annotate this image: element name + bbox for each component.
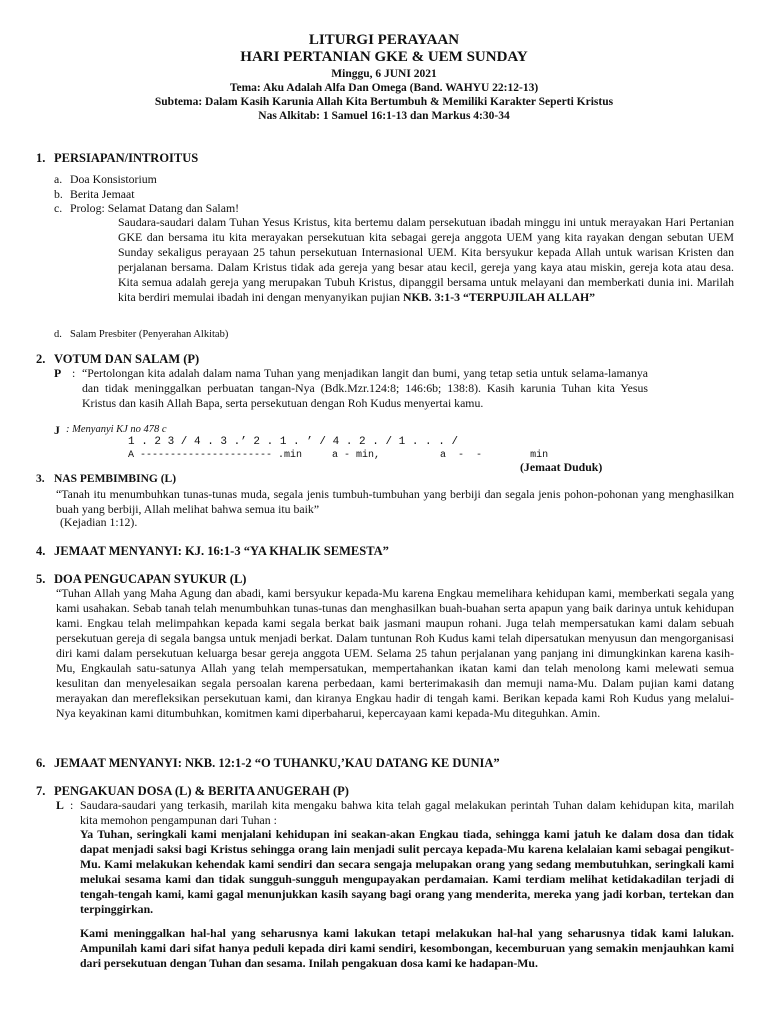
section-number: 6.: [36, 756, 46, 770]
song-notation: 1 . 2 3 / 4 . 3 .’ 2 . 1 . ’ / 4 . 2 . / 1 . . . /: [128, 436, 459, 448]
pengakuan-intro: Saudara-saudari yang terkasih, marilah kita mengaku bahwa kita telah gagal melakukan perintah Tuhan dalam kehidupan kita, marilah kita memohon pengampunan dari Tuhan :: [80, 798, 734, 827]
nas-pembimbing-text: “Tanah itu menumbuhkan tunas-tunas muda, segala jenis tumbuh-tumbuhan yang berbiji dan segala jenis pohon-pohonan yang menghasilkan buah yang berbiji, Allah melihat bahwa semua itu baik”: [56, 487, 734, 516]
section-7-heading: [36, 784, 349, 799]
prolog-text: Saudara-saudari dalam Tuhan Yesus Kristus, kita bertemu dalam persekutuan ibadah minggu ini untuk merayakan Hari Pertanian GKE dan bersama itu kita merayakan persekutuan kita sebagai gereja anggota UEM yang kita rayakan dengan sebutan UEM Sunday sekaligus perayaan 25 tahun persekutuan Internasional UEM. Kita bersyukur kepada Allah untuk warisan Kristen dan perjalanan bersama. Dalam Kristus tidak ada gereja yang besar atau kecil, gereja yang kaya atau miskin, gereja kota atau desa. Kita semua adalah gereja yang merupakan Tubuh Kristus, dipanggil bersama untuk melayani dan memberkati dunia ini. Marilah kita berdiri memulai ibadah ini dengan menyanyikan pujian: [118, 215, 734, 304]
section-number: 4.: [36, 544, 46, 558]
section-number: 5.: [36, 572, 46, 586]
item-text: Prolog: Selamat Datang dan Salam!: [70, 201, 240, 215]
item-text: Berita Jemaat: [70, 187, 135, 201]
section-6-heading: [36, 756, 500, 771]
item-marker: d.: [54, 329, 62, 340]
song-lyrics: A ---------------------- .min a - min, a - - min: [128, 450, 549, 461]
jemaat-duduk-note: (Jemaat Duduk): [520, 460, 603, 474]
item-marker: a.: [54, 172, 63, 186]
s1-item-c: [54, 201, 239, 216]
speaker-l-colon: :: [70, 798, 74, 812]
subtema-line: Subtema: Dalam Kasih Karunia Allah Kita Bertumbuh & Memiliki Karakter Seperti Kristus: [154, 96, 614, 108]
item-text: Salam Presbiter (Penyerahan Alkitab): [70, 329, 229, 340]
prolog-song: NKB. 3:1-3 “TERPUJILAH ALLAH”: [403, 290, 596, 304]
section-title: JEMAAT MENYANYI: NKB. 12:1-2 “O TUHANKU,’KAU DATANG KE DUNIA”: [54, 756, 500, 770]
tema-line: Tema: Aku Adalah Alfa Dan Omega (Band. WAHYU 22:12-13): [229, 82, 539, 94]
nas-pembimbing-ref: (Kejadian 1:12).: [60, 515, 138, 529]
section-title: NAS PEMBIMBING (L): [54, 473, 177, 485]
section-title: JEMAAT MENYANYI: KJ. 16:1-3 “YA KHALIK SEMESTA”: [54, 544, 389, 558]
s1-item-b: [54, 187, 135, 202]
speaker-j-marker: J: [54, 423, 60, 437]
section-number: 2.: [36, 352, 46, 366]
title-hari-pertanian: HARI PERTANIAN GKE & UEM SUNDAY: [240, 49, 528, 65]
nas-alkitab-line: Nas Alkitab: 1 Samuel 16:1-13 dan Markus 4:30-34: [258, 110, 510, 122]
section-3-heading: [36, 473, 176, 485]
section-1-heading: [36, 151, 198, 166]
service-date: Minggu, 6 JUNI 2021: [331, 68, 437, 80]
section-title: VOTUM DAN SALAM (P): [54, 352, 200, 366]
song-kj-478: : Menyanyi KJ no 478 c: [66, 424, 167, 435]
section-number: 7.: [36, 784, 46, 798]
section-number: 3.: [36, 473, 45, 485]
section-2-heading: [36, 352, 199, 367]
section-title: DOA PENGUCAPAN SYUKUR (L): [54, 572, 247, 586]
speaker-l-marker: L: [56, 798, 64, 812]
votum-text: “Pertolongan kita adalah dalam nama Tuhan yang menjadikan langit dan bumi, yang tetap setia untuk selama-lamanya dan tidak meninggalkan perbuatan tangan-Nya (Bdk.Mzr.124:8; 146:6b; 138:8). Kasih karunia Tuhan kita Yesus Kristus dan kasih Allah Bapa, serta persekutuan dengan Roh Kudus menyertai kamu.: [82, 366, 648, 410]
s1-item-a: [54, 172, 157, 187]
section-number: 1.: [36, 151, 46, 165]
speaker-p-marker: P: [54, 366, 62, 380]
item-marker: b.: [54, 187, 63, 201]
pengakuan-prayer-1: Ya Tuhan, seringkali kami menjalani kehidupan ini seakan-akan Engkau tiada, sehingga kami jatuh ke dalam dosa dan tidak dapat menjadi saksi bagi Kristus sehingga orang lain menjadi sulit percaya kepada-Mu karena kelalaian kami sebagai pengikut-Mu. Kami melakukan kehendak kami sendiri dan secara sengaja melupakan orang yang sedang membutuhkan, seringkali kami melukai sesama kami dan tidak sungguh-sungguh mengupayakan perdamaian. Kami terdiam melihat ketidakadilan terjadi di tengah-tengah kami, kami gagal menunjukkan kasih sayang bagi orang yang menderita, mereka yang jadi korban, tertekan dan terpinggirkan.: [80, 827, 734, 916]
title-liturgi: LITURGI PERAYAAN: [308, 32, 460, 48]
item-text: Doa Konsistorium: [70, 172, 157, 186]
section-4-heading: [36, 544, 389, 559]
prolog-paragraph: [118, 215, 734, 305]
pengakuan-prayer-2: Kami meninggalkan hal-hal yang seharusnya kami lakukan tetapi melakukan hal-hal yang seharusnya tidak kami lalukan. Ampunilah kami dari sifat hanya peduli kepada diri kami sendiri, kesombongan, kecemburuan yang semakin menjauhkan kami dari persekutuan dengan Tuhan dan sesama. Inilah pengakuan dosa kami ke hadapan-Mu.: [80, 926, 734, 970]
doa-syukur-text: “Tuhan Allah yang Maha Agung dan abadi, kami bersyukur kepada-Mu karena Engkau memelihara kehidupan kami, memberkati segala yang kami usahakan. Sebab tanah telah menumbuhkan tunas-tunas dan menghasilkan buah-buahan serta apapun yang baik darinya untuk kehidupan kami. Engkau telah melimpahkan kepada kami segala berkat baik jasmani maupun rohani. Juga telah mempersatukan kami dalam sebuah persekutuan gereja di segala bangsa untuk menjadi berkat. Dalam tuntunan Roh Kudus kami telah dipersatukan menyusun dan mengorganisasi diri kami dalam persekutuan keluarga besar gereja anggota UEM. Selama 25 tahun perjalanan yang panjang ini dimungkinkan karena kasih-Mu, Engkaulah satu-satunya Allah yang telah mempersatukan, mempertahankan ikatan kami dan telah menolong kami melewati semua kesulitan dan menyelesaikan segala persoalan karena perbedaan, kami berterimakasih dan memuji nama-Mu. Dalam pujian kami datang merayakan dan merefleksikan persekutuan kami, dan kiranya Engkau hadir di tengah kami. Berikan kepada kami Roh Kudus yang melalui-Nya keyakinan kami ditumbuhkan, komitmen kami diperbaharui, kepercayaan kami kepada-Mu diteguhkan. Amin.: [56, 586, 734, 720]
section-title: PERSIAPAN/INTROITUS: [54, 151, 199, 165]
section-5-heading: [36, 572, 246, 587]
s1-item-d: [54, 329, 228, 340]
section-title: PENGAKUAN DOSA (L) & BERITA ANUGERAH (P): [54, 784, 349, 798]
item-marker: c.: [54, 201, 63, 215]
speaker-p-colon: :: [72, 366, 76, 380]
